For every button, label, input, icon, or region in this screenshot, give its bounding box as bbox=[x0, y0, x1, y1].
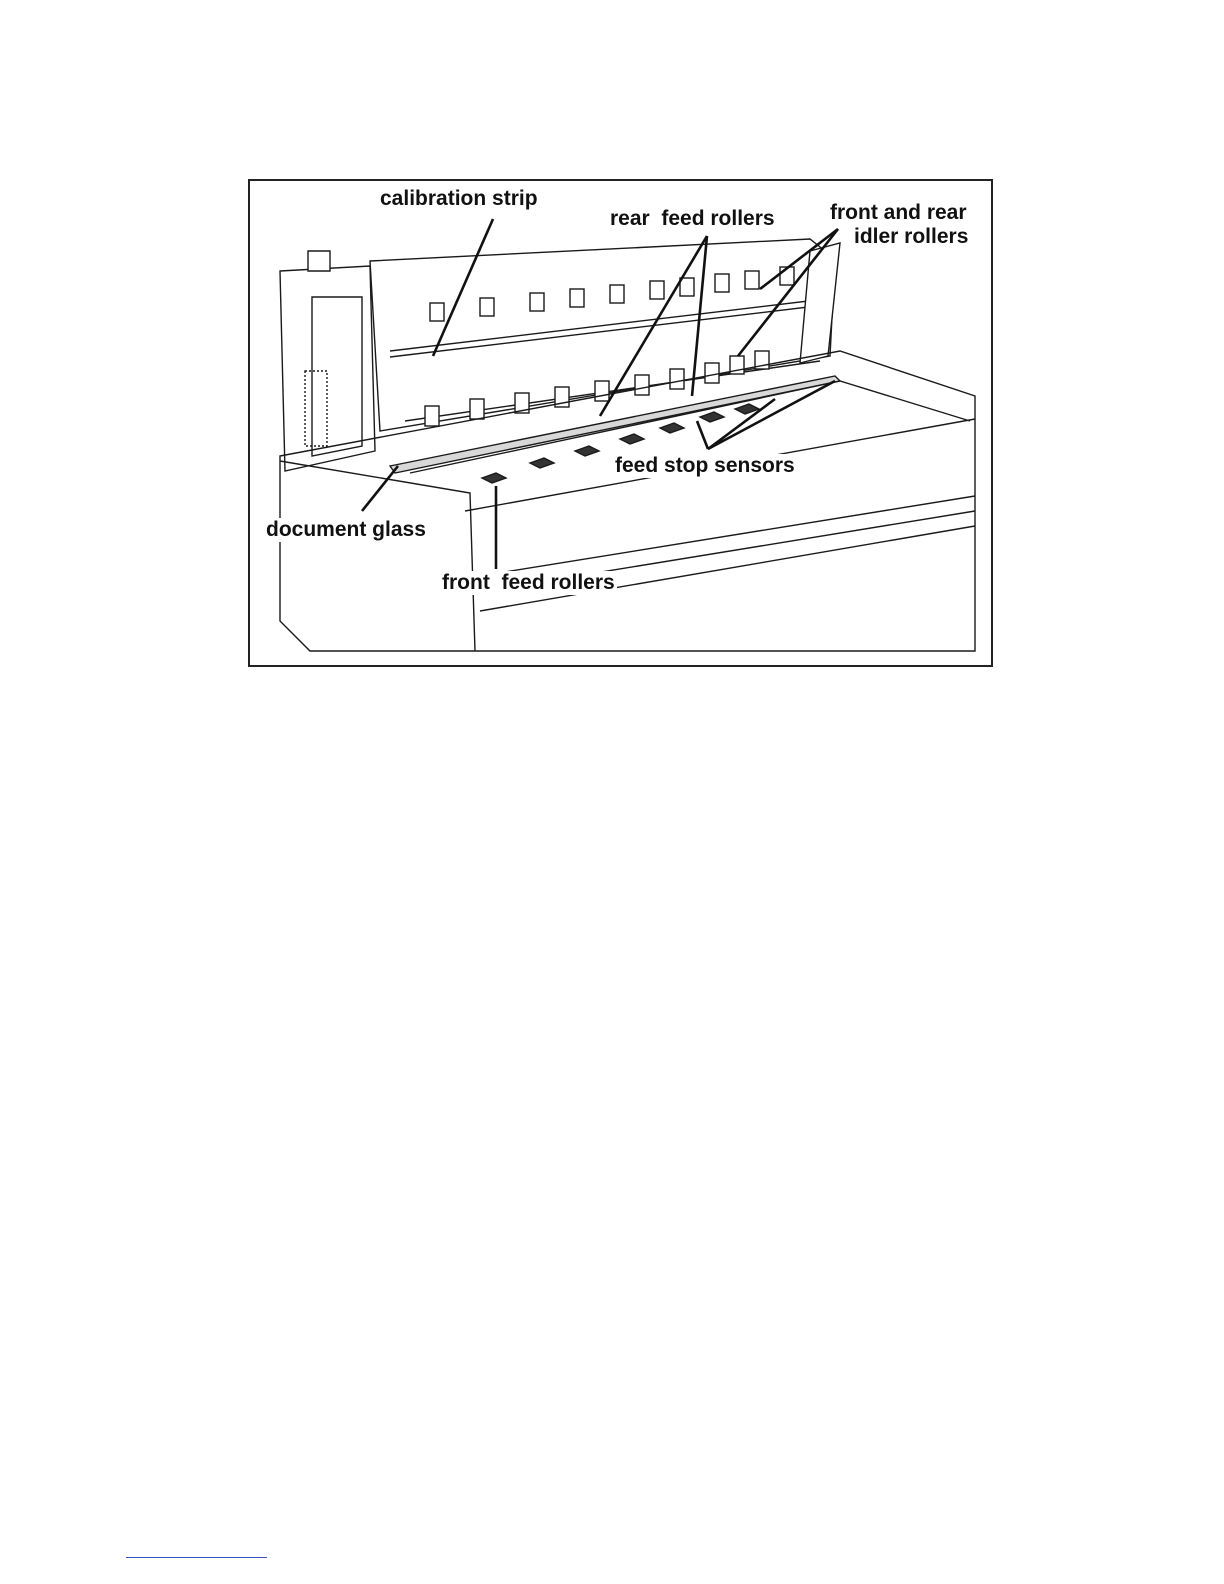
rear-feed-rollers-label: rear feed rollers bbox=[610, 207, 775, 230]
feed-stop-sensors-label: feed stop sensors bbox=[615, 454, 795, 477]
document-glass-label: document glass bbox=[266, 518, 426, 541]
calibration-strip-label: calibration strip bbox=[380, 187, 538, 210]
front-rear-idler-label-line2: idler rollers bbox=[854, 225, 969, 248]
scanner-diagram bbox=[248, 179, 993, 667]
scanner-illustration bbox=[250, 181, 991, 665]
front-feed-rollers-label: front feed rollers bbox=[442, 571, 615, 594]
footer-rule bbox=[126, 1557, 267, 1558]
front-rear-idler-label-line1: front and rear bbox=[830, 201, 967, 224]
